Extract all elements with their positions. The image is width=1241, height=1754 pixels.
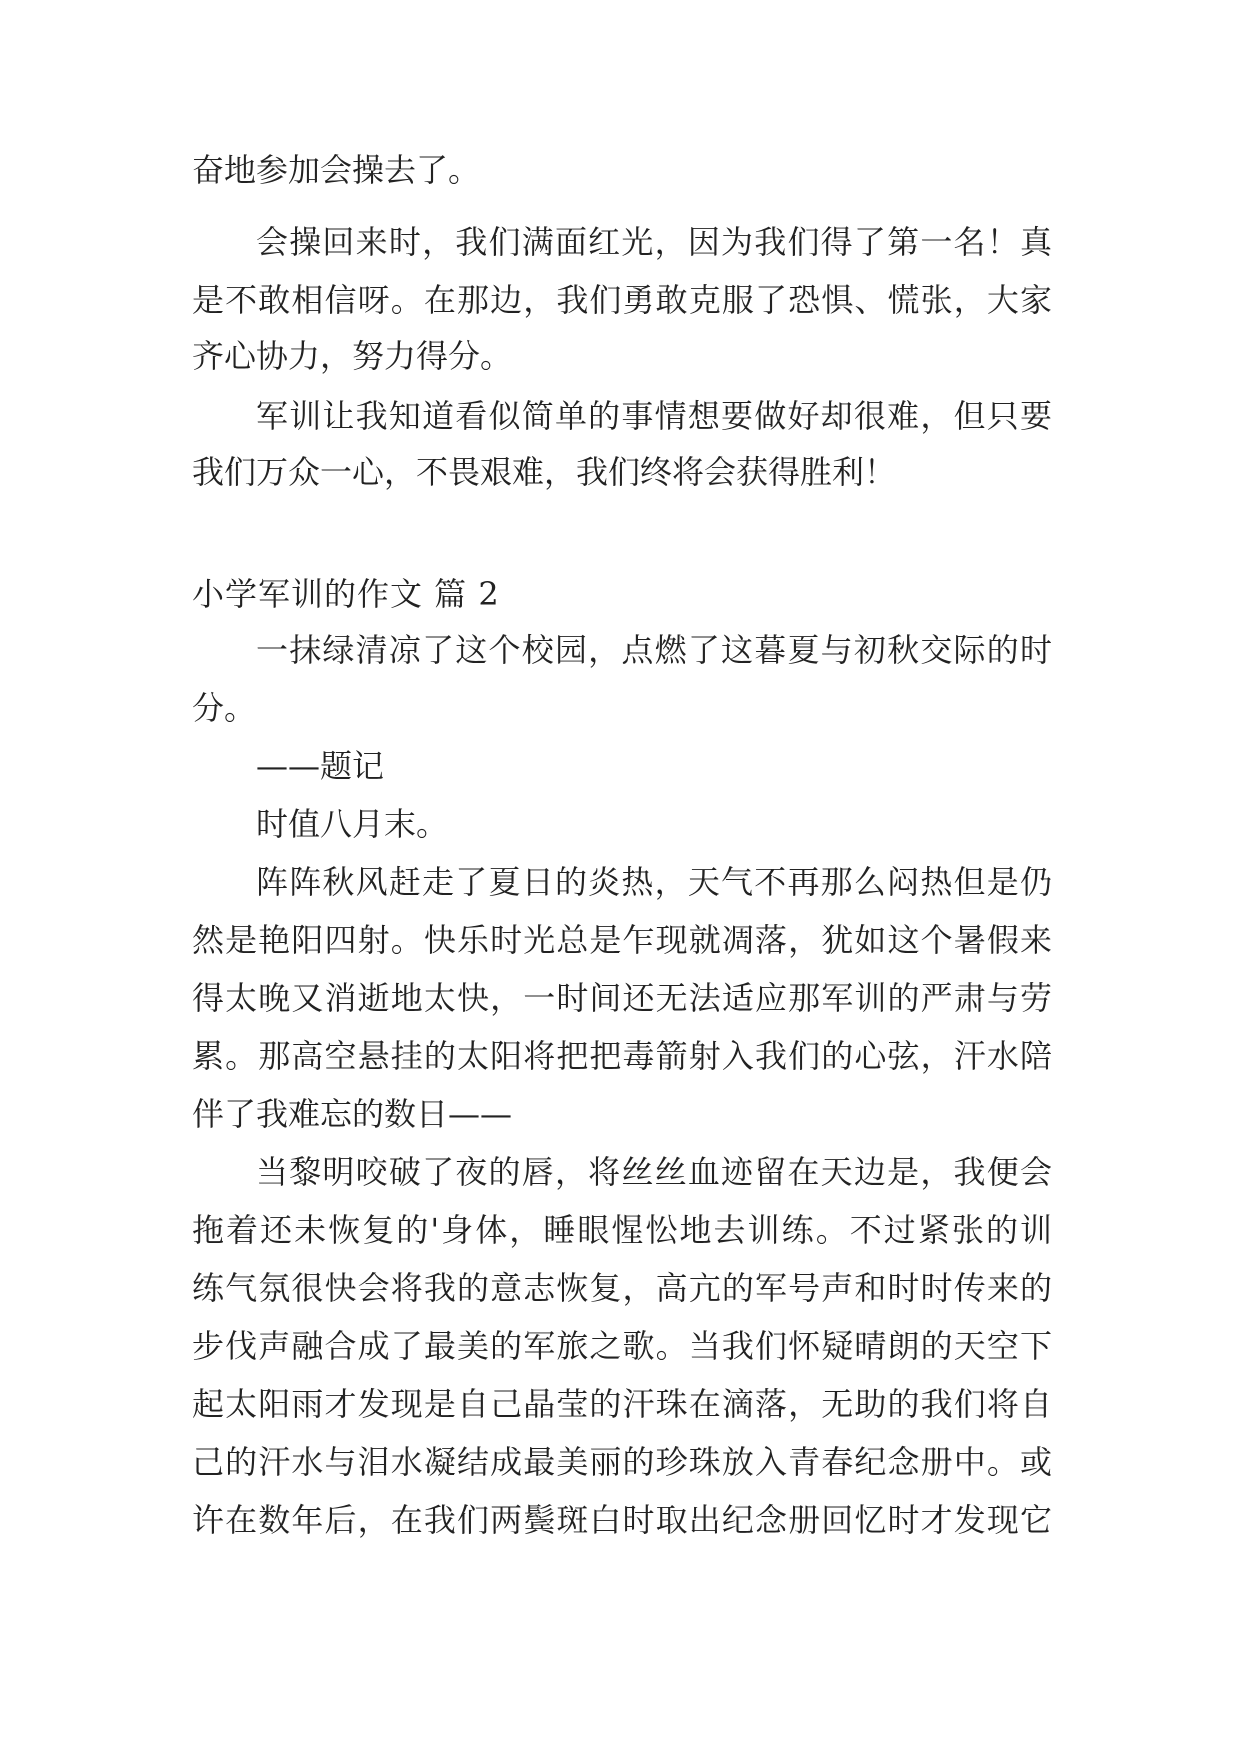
text-line: 拖着还未恢复的'身体，睡眼惺忪地去训练。不过紧张的训 (192, 1211, 1052, 1249)
text-line: 分。 (192, 689, 257, 727)
text-line: 军训让我知道看似简单的事情想要做好却很难，但只要 (256, 397, 1052, 435)
text-line: 己的汗水与泪水凝结成最美丽的珍珠放入青春纪念册中。或 (192, 1443, 1052, 1481)
epigraph-attribution: ——题记 (256, 747, 385, 785)
text-line: 当黎明咬破了夜的唇，将丝丝血迹留在天边是，我便会 (256, 1153, 1052, 1191)
text-line: 奋地参加会操去了。 (192, 151, 481, 189)
text-line: 步伐声融合成了最美的军旅之歌。当我们怀疑晴朗的天空下 (192, 1327, 1052, 1365)
text-line: 起太阳雨才发现是自己晶莹的汗珠在滴落，无助的我们将自 (192, 1385, 1052, 1423)
text-line: 是不敢相信呀。在那边，我们勇敢克服了恐惧、慌张，大家 (192, 281, 1052, 319)
text-line: 阵阵秋风赶走了夏日的炎热，天气不再那么闷热但是仍 (256, 863, 1052, 901)
text-line: 时值八月末。 (256, 805, 449, 843)
text-line: 齐心协力，努力得分。 (192, 337, 513, 375)
text-line: 累。那高空悬挂的太阳将把把毒箭射入我们的心弦，汗水陪 (192, 1037, 1052, 1075)
text-line: 得太晚又消逝地太快，一时间还无法适应那军训的严肃与劳 (192, 979, 1052, 1017)
text-line: 我们万众一心，不畏艰难，我们终将会获得胜利！ (192, 453, 897, 491)
text-line: 会操回来时，我们满面红光，因为我们得了第一名！真 (256, 223, 1052, 261)
section-heading: 小学军训的作文 篇 2 (192, 575, 500, 613)
text-line: 许在数年后，在我们两鬓斑白时取出纪念册回忆时才发现它 (192, 1501, 1052, 1539)
text-line: 一抹绿清凉了这个校园，点燃了这暮夏与初秋交际的时 (256, 631, 1052, 669)
text-line: 然是艳阳四射。快乐时光总是乍现就凋落，犹如这个暑假来 (192, 921, 1052, 959)
text-line: 练气氛很快会将我的意志恢复，高亢的军号声和时时传来的 (192, 1269, 1052, 1307)
text-line: 伴了我难忘的数日—— (192, 1095, 513, 1133)
